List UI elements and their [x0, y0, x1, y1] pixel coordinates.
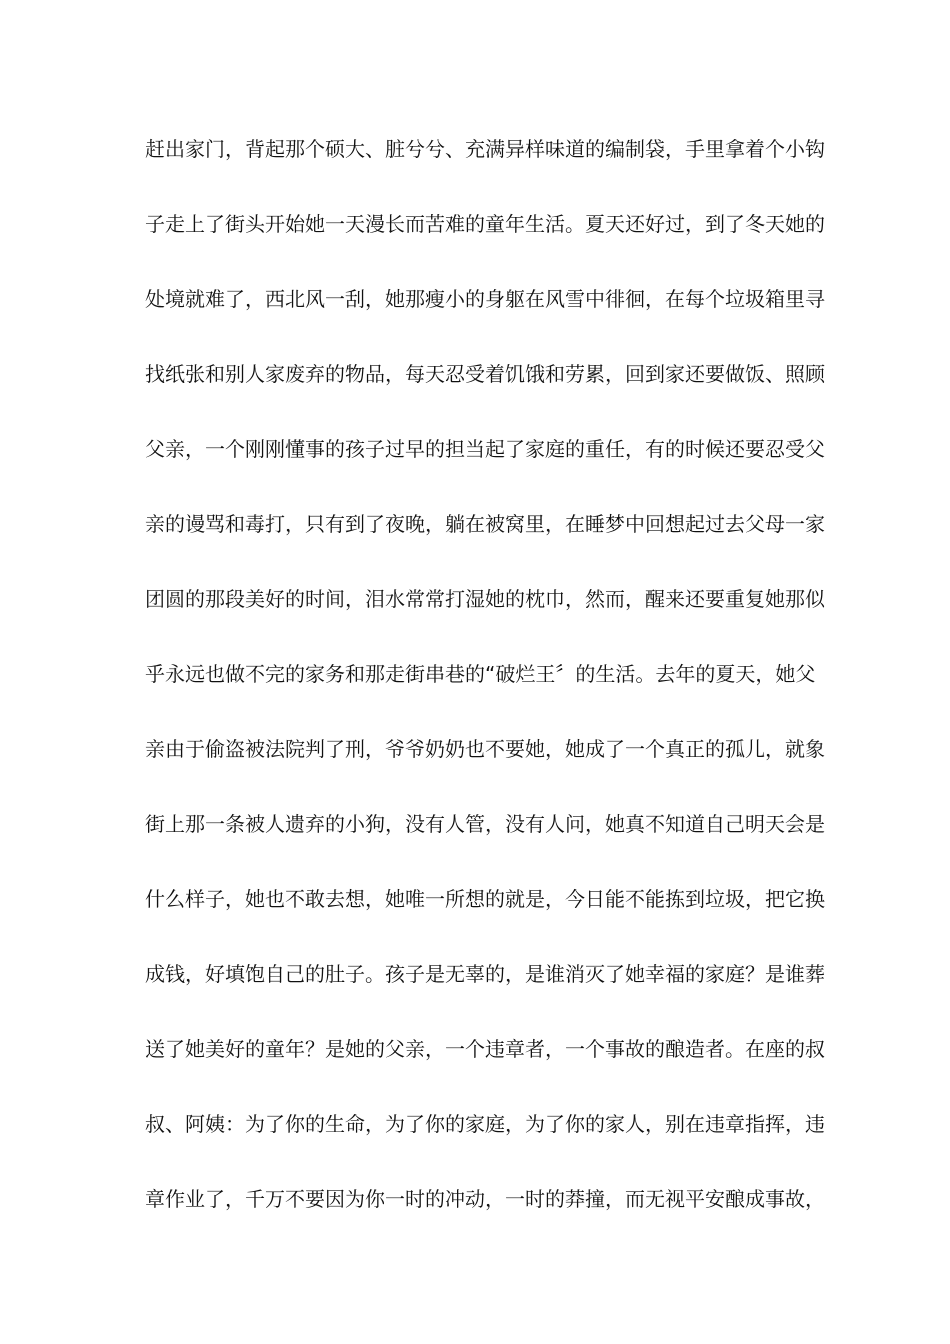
text-line: 父亲，一个刚刚懂事的孩子过早的担当起了家庭的重任，有的时候还要忍受父: [145, 437, 825, 461]
text-line: 亲的谩骂和毒打，只有到了夜晚，躺在被窝里，在睡梦中回想起过去父母一家: [145, 512, 825, 536]
text-line: 成钱，好填饱自己的肚子。孩子是无辜的，是谁消灭了她幸福的家庭？是谁葬: [145, 962, 825, 986]
text-line: 处境就难了，西北风一刮，她那瘦小的身躯在风雪中徘徊，在每个垃圾箱里寻: [145, 287, 825, 311]
text-line: 送了她美好的童年？是她的父亲，一个违章者，一个事故的酿造者。在座的叔: [145, 1037, 825, 1061]
text-line: 找纸张和别人家废弃的物品，每天忍受着饥饿和劳累，回到家还要做饭、照顾: [145, 362, 825, 386]
text-line: 章作业了，千万不要因为你一时的冲动，一时的莽撞，而无视平安酿成事故，: [145, 1187, 825, 1211]
text-line: 街上那一条被人遗弃的小狗，没有人管，没有人问，她真不知道自己明天会是: [145, 812, 825, 836]
body-text: [145, 130, 825, 1255]
text-line: 什么样子，她也不敢去想，她唯一所想的就是，今日能不能拣到垃圾，把它换: [145, 887, 825, 911]
text-line: 亲由于偷盗被法院判了刑，爷爷奶奶也不要她，她成了一个真正的孤儿，就象: [145, 737, 825, 761]
text-line: 叔、阿姨：为了你的生命，为了你的家庭，为了你的家人，别在违章指挥，违: [145, 1112, 825, 1136]
text-line: 子走上了街头开始她一天漫长而苦难的童年生活。夏天还好过，到了冬天她的: [145, 212, 825, 236]
text-line: 赶出家门，背起那个硕大、脏兮兮、充满异样味道的编制袋，手里拿着个小钩: [145, 137, 825, 161]
text-line: 团圆的那段美好的时间，泪水常常打湿她的枕巾，然而，醒来还要重复她那似: [145, 587, 825, 611]
text-line: 乎永远也做不完的家务和那走街串巷的“破烂王〞的生活。去年的夏天，她父: [145, 662, 816, 686]
